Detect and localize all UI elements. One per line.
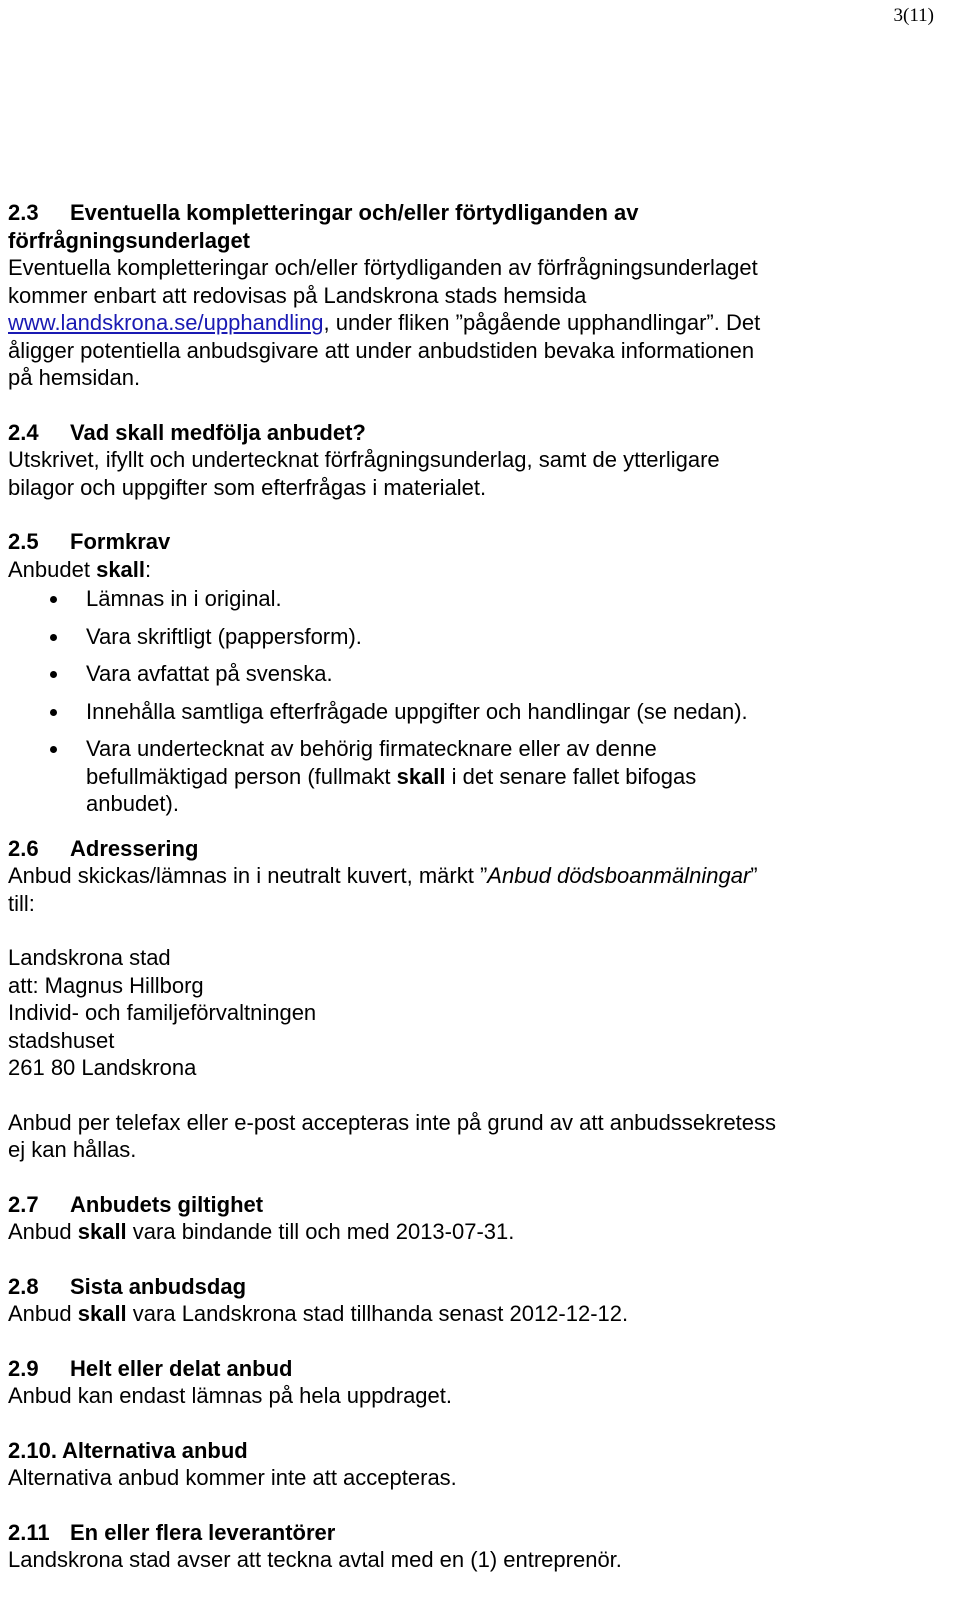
- bullet-icon: [50, 746, 57, 753]
- paragraph-text: , under fliken ”pågående upphandlingar”. Det: [323, 310, 761, 335]
- section-2-3: [8, 199, 928, 392]
- section-number: 2.4: [8, 419, 39, 445]
- section-title: Adressering: [70, 835, 199, 861]
- section-title: Alternativa anbud: [61, 1437, 248, 1463]
- section-heading: [8, 1191, 928, 1219]
- list-item: [8, 623, 928, 651]
- document-body: [8, 199, 928, 1601]
- paragraph-line: [8, 309, 928, 337]
- requirements-list: [8, 585, 928, 818]
- list-item-text: befullmäktigad person (fullmakt: [86, 763, 397, 789]
- address-line: att: Magnus Hillborg: [8, 972, 204, 998]
- section-title: En eller flera leverantörer: [70, 1519, 336, 1545]
- bold-text: skall: [77, 1301, 127, 1326]
- paragraph-line: [8, 862, 928, 890]
- paragraph-text: Anbud: [8, 1219, 78, 1244]
- page-number: 3(11): [893, 5, 934, 26]
- section-heading: [8, 1519, 928, 1547]
- bullet-icon: [50, 596, 57, 603]
- bold-text: skall: [396, 763, 446, 789]
- paragraph-line: kommer enbart att redovisas på Landskrona stads hemsida: [8, 282, 587, 308]
- section-title: Formkrav: [70, 529, 171, 554]
- list-item-text: Vara skriftligt (pappersform).: [86, 623, 362, 649]
- bullet-icon: [50, 671, 57, 678]
- section-number: 2.5: [8, 529, 39, 554]
- section-heading: [8, 835, 928, 863]
- italic-text: Anbud dödsboanmälningar: [487, 863, 751, 888]
- section-title: Vad skall medfölja anbudet?: [70, 419, 366, 445]
- paragraph-line: åligger potentiella anbudsgivare att under anbudstiden bevaka informationen: [8, 337, 755, 363]
- section-heading: [8, 1273, 928, 1301]
- paragraph-line: till:: [8, 890, 35, 916]
- paragraph-text: Anbud: [8, 1301, 78, 1326]
- paragraph-line: Anbud kan endast lämnas på hela uppdraget.: [8, 1383, 452, 1408]
- paragraph-text: vara Landskrona stad tillhanda senast 2012-12-12.: [126, 1301, 629, 1326]
- list-item: [8, 585, 928, 613]
- section-heading: [8, 419, 928, 447]
- section-number: 2.10.: [8, 1437, 57, 1463]
- paragraph-text: :: [145, 556, 152, 582]
- bullet-icon: [50, 709, 57, 716]
- address-line: stadshuset: [8, 1027, 115, 1053]
- paragraph-line: [8, 1300, 928, 1328]
- section-title: Eventuella kompletteringar och/eller förtydliganden av: [70, 200, 639, 225]
- spacer: [8, 917, 928, 944]
- paragraph-line: Eventuella kompletteringar och/eller förtydliganden av förfrågningsunderlaget: [8, 255, 758, 280]
- section-2-7: [8, 1191, 928, 1246]
- list-item: [8, 660, 928, 688]
- section-number: 2.11: [8, 1519, 50, 1545]
- bullet-icon: [50, 634, 57, 641]
- upphandling-link[interactable]: www.landskrona.se/upphandling: [8, 310, 324, 335]
- list-item-text: anbudet).: [86, 791, 179, 816]
- section-2-10: [8, 1437, 928, 1492]
- paragraph-line: Utskrivet, ifyllt och undertecknat förfrågningsunderlag, samt de ytterligare: [8, 447, 720, 472]
- paragraph-line: [8, 556, 928, 584]
- list-item: [8, 698, 928, 726]
- section-number: 2.6: [8, 835, 39, 861]
- list-item-text: Innehålla samtliga efterfrågade uppgifter och handlingar (se nedan).: [86, 698, 748, 724]
- section-title-cont: förfrågningsunderlaget: [8, 227, 251, 253]
- list-item-text: i det senare fallet bifogas: [445, 763, 697, 789]
- list-item: [8, 735, 928, 818]
- address-line: Individ- och familjeförvaltningen: [8, 1000, 317, 1025]
- list-item-text: Vara undertecknat av behörig firmatecknare eller av denne: [86, 736, 657, 761]
- section-title: Helt eller delat anbud: [70, 1355, 293, 1381]
- section-heading: [8, 528, 928, 556]
- section-heading: [8, 1437, 928, 1465]
- section-number: 2.8: [8, 1273, 39, 1299]
- bold-text: skall: [77, 1219, 127, 1244]
- list-item-text: Lämnas in i original.: [86, 586, 282, 611]
- list-item-text: Vara avfattat på svenska.: [86, 661, 333, 686]
- bold-text: skall: [96, 556, 146, 582]
- section-2-11: [8, 1519, 928, 1574]
- section-number: 2.3: [8, 200, 39, 225]
- paragraph-text: Anbudet: [8, 556, 97, 582]
- paragraph-line: Alternativa anbud kommer inte att accepteras.: [8, 1465, 457, 1490]
- paragraph-text: ”: [750, 863, 758, 888]
- section-number: 2.7: [8, 1191, 39, 1217]
- paragraph-line: på hemsidan.: [8, 365, 141, 390]
- paragraph-line: Landskrona stad avser att teckna avtal med en (1) entreprenör.: [8, 1547, 622, 1572]
- address-line: Landskrona stad: [8, 945, 171, 970]
- section-heading: [8, 199, 928, 227]
- paragraph-text: vara bindande till och med 2013-07-31.: [126, 1219, 515, 1244]
- section-2-4: [8, 419, 928, 502]
- section-2-8: [8, 1273, 928, 1328]
- section-title: Anbudets giltighet: [70, 1191, 264, 1217]
- address-line: 261 80 Landskrona: [8, 1055, 197, 1080]
- paragraph-line: [8, 1218, 928, 1246]
- spacer: [8, 1082, 928, 1109]
- section-2-5: [8, 528, 928, 818]
- paragraph-line: ej kan hållas.: [8, 1137, 137, 1162]
- paragraph-line: bilagor och uppgifter som efterfrågas i materialet.: [8, 474, 487, 500]
- section-title: Sista anbudsdag: [70, 1273, 247, 1299]
- paragraph-text: Anbud skickas/lämnas in i neutralt kuvert, märkt ”: [8, 863, 488, 888]
- section-2-9: [8, 1355, 928, 1410]
- section-heading: [8, 1355, 928, 1383]
- paragraph-line: Anbud per telefax eller e-post accepteras inte på grund av att anbudssekretess: [8, 1109, 777, 1135]
- section-2-6: [8, 835, 928, 1164]
- section-number: 2.9: [8, 1355, 39, 1381]
